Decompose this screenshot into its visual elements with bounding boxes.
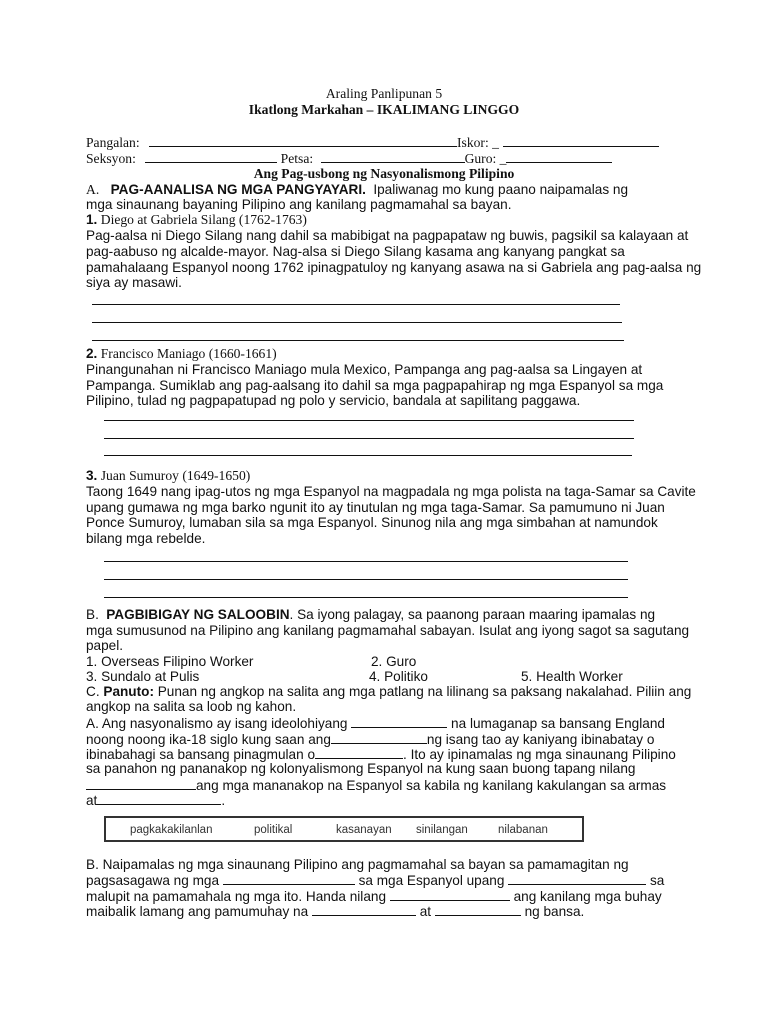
item-2-answer-line-1[interactable] (104, 420, 634, 421)
item-1-number: 1. (86, 212, 98, 227)
item-1-answer-line-3[interactable] (92, 340, 624, 341)
item-1-line-2: pag-aabuso ng alcalde-mayor. Nag-alsa si Diego Silang kasama ang kanyang pangkat sa (86, 244, 625, 259)
item-2-number: 2. (86, 346, 98, 361)
para-b-line-1: B. Naipamalas ng mga sinaunang Pilipino ang pagmamahal sa bayan sa pamamagitan ng (86, 857, 629, 872)
item-2-line-2: Pampanga. Sumiklab ang pag-aalsang ito dahil sa mga pagpapahirap ng mga Espanyol sa mga (86, 378, 664, 393)
option-sundalo: 3. Sundalo at Pulis (86, 669, 200, 684)
para-a-line-4: sa panahon ng pananakop ng kolonyalismong Espanyol na kung saan buong tapang nilang (86, 761, 636, 776)
item-3-line-2: upang gumawa ng mga barko ngunit ito ay tinutulan ng mga taga-Samar. Sa pamumuno ni Juan (86, 500, 665, 515)
blank-b-1[interactable] (223, 872, 355, 885)
part-a-instruction-1: Ipaliwanag mo kung paano naipamalas ng (373, 182, 629, 197)
item-2-answer-line-2[interactable] (104, 438, 634, 439)
part-c-letter: C. (86, 684, 100, 699)
part-b-instruction-1: . Sa iyong palagay, sa paanong paraan maaring ipamalas ng (289, 607, 656, 622)
item-3-line-3: Ponce Sumuroy, lumaban sila sa mga Espanyol. Sinunog nila ang mga simbahan at namundok (86, 515, 658, 530)
name-label: Pangalan: (86, 135, 140, 150)
para-a-line-2: noong noong ika-18 siglo kung saan ang ng isang tao ay kaniyang ibinabatay o (86, 732, 655, 747)
item-1-answer-line-2[interactable] (92, 322, 622, 323)
blank-a-1[interactable] (351, 715, 447, 728)
part-b-heading: PAGBIBIGAY NG SALOOBIN (106, 607, 290, 622)
para-a-line-5: ang mga mananakop na Espanyol sa kabila ng kanilang kakulangan sa armas (86, 777, 666, 793)
item-2-answer-line-3[interactable] (104, 455, 632, 456)
part-b-letter: B. (86, 607, 99, 622)
item-1-answer-line-1[interactable] (92, 304, 620, 305)
part-a-letter: A. (86, 182, 100, 197)
word-nilabanan: nilabanan (498, 824, 548, 836)
score-blank[interactable] (503, 134, 659, 147)
blank-a-5[interactable] (97, 792, 221, 805)
para-a-line-3: ibinabahagi sa bansang pinagmulan o . Ito ay ipinamalas ng mga sinaunang Pilipino (86, 747, 676, 762)
section-field (86, 150, 612, 166)
part-c-instruction-1: Punan ng angkop na salita ang mga patlang na lilinang sa paksang nakalahad. Piliin ang (153, 684, 692, 699)
item-1-line-1: Pag-aalsa ni Diego Silang nang dahil sa mabibigat na pagpapataw ng buwis, pagsikil sa kalayaan at (86, 228, 689, 243)
blank-a-2[interactable] (331, 731, 427, 744)
item-3-answer-line-2[interactable] (104, 579, 628, 580)
para-b-line-2: pagsasagawa ng mga sa mga Espanyol upang sa (86, 873, 665, 888)
worksheet-subtitle: Ikatlong Markahan – IKALIMANG LINGGO (248, 102, 520, 117)
option-politiko: 4. Politiko (369, 669, 428, 684)
name-field (86, 134, 659, 150)
word-sinilangan: sinilangan (416, 824, 468, 836)
teacher-blank[interactable] (506, 150, 612, 163)
part-c-instruction-2: angkop na salita sa loob ng kahon. (86, 699, 297, 714)
section-label: Seksyon: (86, 151, 136, 166)
item-3-line-4: bilang mga rebelde. (86, 531, 206, 546)
para-b-line-3: malupit na pamamahala ng mga ito. Handa nilang ang kanilang mga buhay (86, 889, 662, 904)
part-b-instruction-2: mga sumusunod na Pilipino ang kanilang pagmamahal sabayan. Isulat ang iyong sagot sa sagutang (86, 623, 690, 638)
item-3-title: Juan Sumuroy (1649-1650) (100, 468, 251, 483)
option-health-worker: 5. Health Worker (521, 669, 623, 684)
para-b-line-4: maibalik lamang ang pamumuhay na at ng bansa. (86, 904, 585, 919)
part-a-instruction-2: mga sinaunang bayaning Pilipino ang kanilang pagmamahal sa bayan. (86, 197, 512, 212)
blank-b-5[interactable] (435, 903, 521, 916)
name-blank[interactable] (149, 134, 457, 147)
para-a-line-1: A. Ang nasyonalismo ay isang ideolohiyang na lumaganap sa bansang England (86, 716, 665, 731)
blank-a-4[interactable] (86, 777, 196, 790)
section-blank[interactable] (145, 150, 277, 163)
word-pagkakakilanlan: pagkakakilanlan (130, 824, 213, 836)
item-1-line-4: siya ay masawi. (86, 275, 182, 290)
item-1-line-3: pamahalaang Espanyol noong 1762 ipinagpatuloy ng kanyang asawa na si Gabriela ang pag-aalsa ng (86, 260, 702, 275)
part-b-heading-line (86, 607, 655, 622)
para-a-line-6: at . (86, 793, 226, 808)
blank-b-4[interactable] (312, 903, 416, 916)
item-2-title: Francisco Maniago (1660-1661) (100, 346, 277, 361)
item-1-title: Diego at Gabriela Silang (1762-1763) (100, 212, 307, 227)
item-3-line-1: Taong 1649 nang ipag-utos ng mga Espanyol na magpadala ng mga polista na taga-Samar sa Cavite (86, 484, 696, 499)
item-1-title-line (86, 212, 307, 227)
item-3-answer-line-3[interactable] (104, 597, 628, 598)
word-politikal: politikal (254, 824, 293, 836)
word-bank-box (104, 816, 584, 842)
option-overseas-worker: 1. Overseas Filipino Worker (86, 654, 254, 669)
blank-b-3[interactable] (390, 888, 510, 901)
part-c-heading-line (86, 684, 691, 699)
part-a-heading-line (86, 182, 628, 197)
item-2-line-3: Pilipino, tulad ng pagpapatupad ng polo y servicio, bandala at sapilitang paggawa. (86, 393, 581, 408)
item-3-number: 3. (86, 468, 98, 483)
score-label: Iskor: _ (457, 135, 499, 150)
blank-b-2[interactable] (508, 872, 646, 885)
worksheet-title: Araling Panlipunan 5 (325, 86, 443, 101)
date-blank[interactable] (321, 150, 465, 163)
option-guro: 2. Guro (371, 654, 417, 669)
item-3-title-line (86, 468, 250, 483)
topic-title: Ang Pag-usbong ng Nasyonalismong Pilipino (253, 166, 515, 181)
part-c-heading: Panuto: (103, 684, 154, 699)
part-b-instruction-3: papel. (86, 638, 124, 653)
item-2-title-line (86, 346, 277, 361)
blank-a-3[interactable] (315, 746, 403, 759)
part-a-heading: PAG-AANALISA NG MGA PANGYAYARI. (110, 182, 366, 197)
date-label: Petsa: (280, 151, 314, 166)
word-kasanayan: kasanayan (336, 824, 392, 836)
item-2-line-1: Pinangunahan ni Francisco Maniago mula Mexico, Pampanga ang pag-aalsa sa Lingayen at (86, 362, 643, 377)
teacher-label: Guro: _ (464, 151, 507, 166)
item-3-answer-line-1[interactable] (104, 561, 628, 562)
